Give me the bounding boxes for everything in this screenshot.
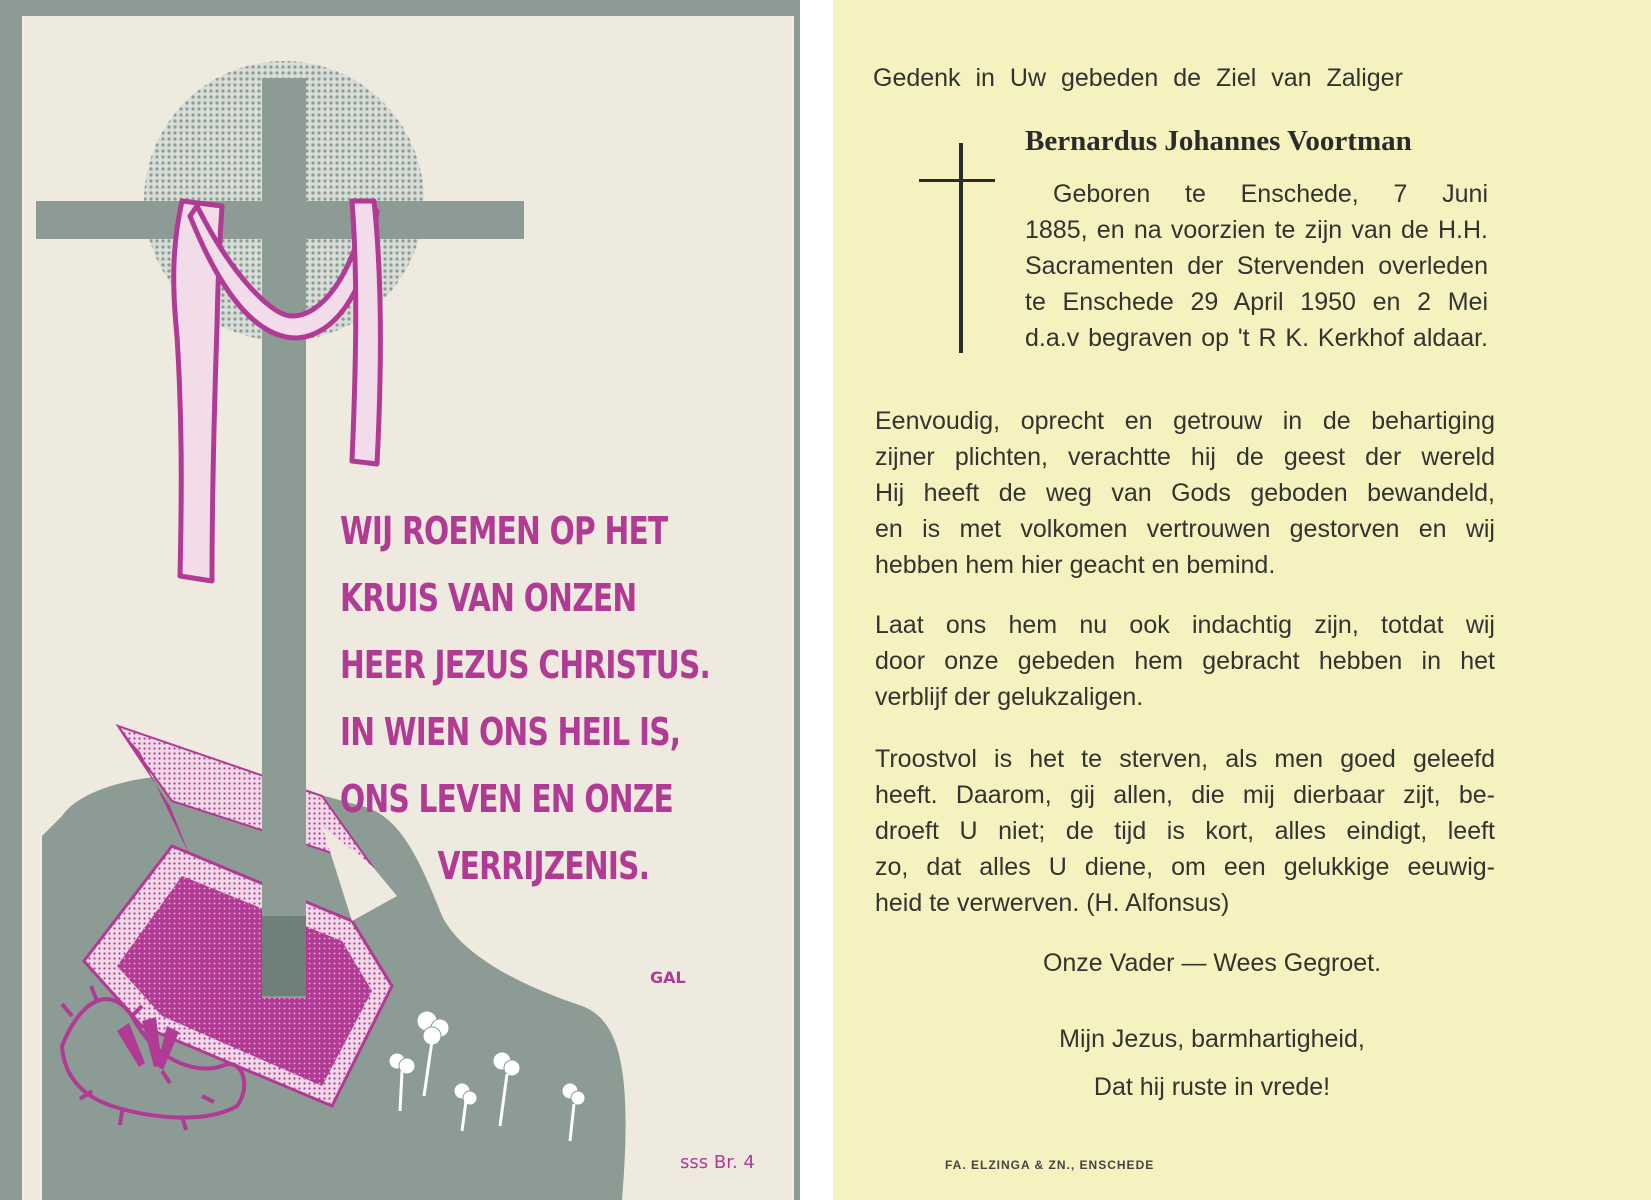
memorial-card-front — [0, 0, 800, 1200]
paragraph-line: verblijf der gelukzaligen. — [875, 683, 1144, 711]
paragraph-line: Hij heeft de weg van Gods geboden bewandeld, — [875, 479, 1495, 507]
bio-line: te Enschede 29 April 1950 en 2 Mei — [1025, 288, 1488, 316]
closing-line: Dat hij ruste in vrede! — [1093, 1073, 1331, 1101]
paragraph-line: zijner plichten, verachtte hij de geest der wereld — [875, 443, 1495, 471]
bio-line: 1885, en na voorzien te zijn van de H.H. — [1025, 216, 1488, 244]
paragraph-line: heeft. Daarom, gij allen, die mij dierbaar zijt, be- — [875, 781, 1495, 809]
paragraph-line: Eenvoudig, oprecht en getrouw in de behartiging — [875, 407, 1495, 435]
bio-line: Sacramenten der Stervenden overleden — [1025, 252, 1488, 280]
paragraph-line: heid te verwerven. (H. Alfonsus) — [875, 889, 1230, 917]
memorial-card-back — [833, 0, 1651, 1200]
bio-line: Geboren te Enschede, 7 Juni — [1053, 180, 1488, 208]
cross-base-shadow — [262, 916, 306, 996]
printer-imprint: FA. ELZINGA & ZN., ENSCHEDE — [945, 1158, 1155, 1172]
card-front-paper — [22, 16, 794, 1200]
intro-line: Gedenk in Uw gebeden de Ziel van Zaliger — [873, 64, 1403, 92]
series-code: sss Br. 4 — [680, 1152, 755, 1173]
closing-line: Mijn Jezus, barmhartigheid, — [1059, 1025, 1365, 1053]
cross-horizontal — [36, 201, 524, 239]
verse-line: HEER JEZUS CHRISTUS. — [340, 643, 711, 687]
verse-line: ONS LEVEN EN ONZE — [340, 777, 673, 821]
deceased-name: Bernardus Johannes Voortman — [1025, 125, 1412, 157]
cross-icon — [959, 143, 963, 353]
cross-icon-bar — [919, 179, 995, 182]
verse-line: KRUIS VAN ONZEN — [340, 576, 637, 620]
paragraph-line: droeft U niet; de tijd is kort, alles eindigt, leeft — [875, 817, 1495, 845]
verse-line: VERRIJZENIS. — [437, 844, 650, 888]
prayer-line: Onze Vader — Wees Gegroet. — [1042, 949, 1382, 977]
paragraph-line: Troostvol is het te sterven, als men goed geleefd — [875, 745, 1495, 773]
paragraph-line: door onze gebeden hem gebracht hebben in het — [875, 647, 1495, 675]
verse-text — [340, 498, 711, 900]
artist-signature: GAL — [650, 968, 686, 987]
verse-line: WIJ ROEMEN OP HET — [340, 509, 668, 553]
paragraph-line: Laat ons hem nu ook indachtig zijn, totdat wij — [875, 611, 1495, 639]
paragraph-line: zo, dat alles U diene, om een gelukkige eeuwig- — [875, 853, 1495, 881]
paragraph-line: en is met volkomen vertrouwen gestorven en wij — [875, 515, 1495, 543]
verse-line: IN WIEN ONS HEIL IS, — [340, 710, 681, 754]
bio-line: d.a.v begraven op 't R K. Kerkhof aldaar. — [1025, 324, 1488, 352]
paragraph-line: hebben hem hier geacht en bemind. — [875, 551, 1276, 579]
